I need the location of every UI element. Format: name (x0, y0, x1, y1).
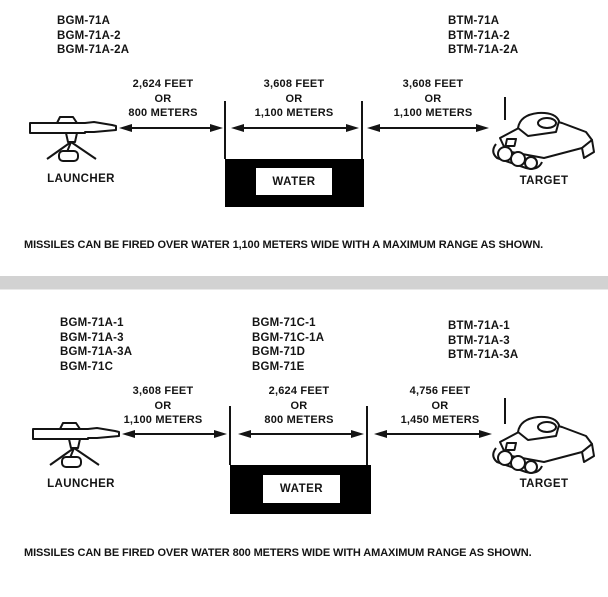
double-arrow-icon (367, 122, 489, 134)
double-arrow-icon (231, 122, 359, 134)
water-edge-line (229, 406, 231, 465)
missile-variant-label: BGM-71C-1 (252, 317, 316, 329)
range-label-middle (234, 77, 354, 121)
water-edge-line (224, 101, 226, 159)
water-label-box (263, 475, 340, 503)
missile-variant-label: BGM-71A (57, 15, 111, 27)
range-or: OR (154, 399, 172, 412)
range-or: OR (290, 399, 308, 412)
diagram-caption: MISSILES CAN BE FIRED OVER WATER 800 METERS WIDE WITH AMAXIMUM RANGE AS SHOWN. (24, 547, 532, 559)
water-edge-line (366, 406, 368, 465)
section-divider (0, 276, 608, 290)
water-label: WATER (272, 175, 316, 188)
missile-variant-label: BGM-71E (252, 360, 305, 373)
water-label: WATER (279, 483, 324, 495)
range-label-right (373, 77, 493, 121)
missile-variant-label: BGM-71C (60, 360, 114, 373)
double-arrow-icon (122, 428, 227, 440)
water-edge-line (361, 101, 363, 159)
range-feet: 2,624 FEET (268, 385, 330, 397)
launcher-label: LAUNCHER (47, 478, 115, 490)
missile-variant-label: BGM-71A-3A (60, 346, 133, 358)
range-or: OR (285, 92, 303, 105)
range-feet: 4,756 FEET (409, 385, 471, 397)
range-or: OR (154, 92, 172, 105)
double-arrow-icon (119, 122, 223, 134)
range-meters: 1,100 METERS (393, 107, 473, 119)
range-meters: 1,100 METERS (254, 107, 334, 119)
missile-variant-label: BTM-71A-3A (448, 349, 519, 361)
range-label-left (103, 384, 223, 428)
missile-list-left (57, 14, 129, 58)
launcher-label: LAUNCHER (47, 173, 115, 185)
missile-variant-label: BTM-71A-2 (448, 29, 510, 42)
missile-variant-label: BGM-71A-2A (57, 44, 130, 56)
missile-variant-label: BGM-71A-3 (60, 331, 124, 344)
range-or: OR (424, 92, 442, 105)
diagram-caption: MISSILES CAN BE FIRED OVER WATER 1,100 METERS WIDE WITH A MAXIMUM RANGE AS SHOWN. (24, 239, 544, 251)
range-meters: 800 METERS (264, 414, 334, 426)
missile-list-right (448, 14, 518, 58)
range-feet: 3,608 FEET (263, 78, 325, 90)
missile-variant-label: BTM-71A-3 (448, 334, 510, 347)
tank-icon (486, 410, 598, 482)
water-band (230, 465, 371, 514)
missile-variant-label: BGM-71A-2 (57, 29, 121, 42)
range-label-left (103, 77, 223, 121)
missile-variant-label: BGM-71C-1A (252, 331, 325, 344)
missile-variant-label: BTM-71A-1 (448, 320, 510, 332)
missile-variant-label: BTM-71A-2A (448, 44, 519, 56)
water-label-box (256, 168, 332, 195)
range-feet: 3,608 FEET (402, 78, 464, 90)
missile-variant-label: BGM-71D (252, 346, 306, 358)
missile-list-middle (252, 316, 324, 374)
water-band (225, 159, 364, 207)
target-label: TARGET (519, 175, 569, 187)
range-feet: 3,608 FEET (132, 385, 194, 397)
target-label: TARGET (519, 478, 569, 490)
range-meters: 1,100 METERS (123, 414, 203, 426)
range-meters: 1,450 METERS (400, 414, 480, 426)
double-arrow-icon (374, 428, 492, 440)
range-label-right (380, 384, 500, 428)
range-or: OR (431, 399, 449, 412)
range-feet: 2,624 FEET (132, 78, 194, 90)
missile-variant-label: BTM-71A (448, 15, 500, 27)
missile-list-left (60, 316, 132, 374)
range-meters: 800 METERS (128, 107, 198, 119)
missile-variant-label: BGM-71A-1 (60, 317, 124, 329)
missile-list-right (448, 319, 518, 363)
tow-launcher-icon (28, 110, 118, 166)
tow-launcher-icon (31, 416, 121, 472)
tank-icon (486, 106, 598, 178)
double-arrow-icon (238, 428, 364, 440)
range-label-middle (239, 384, 359, 428)
